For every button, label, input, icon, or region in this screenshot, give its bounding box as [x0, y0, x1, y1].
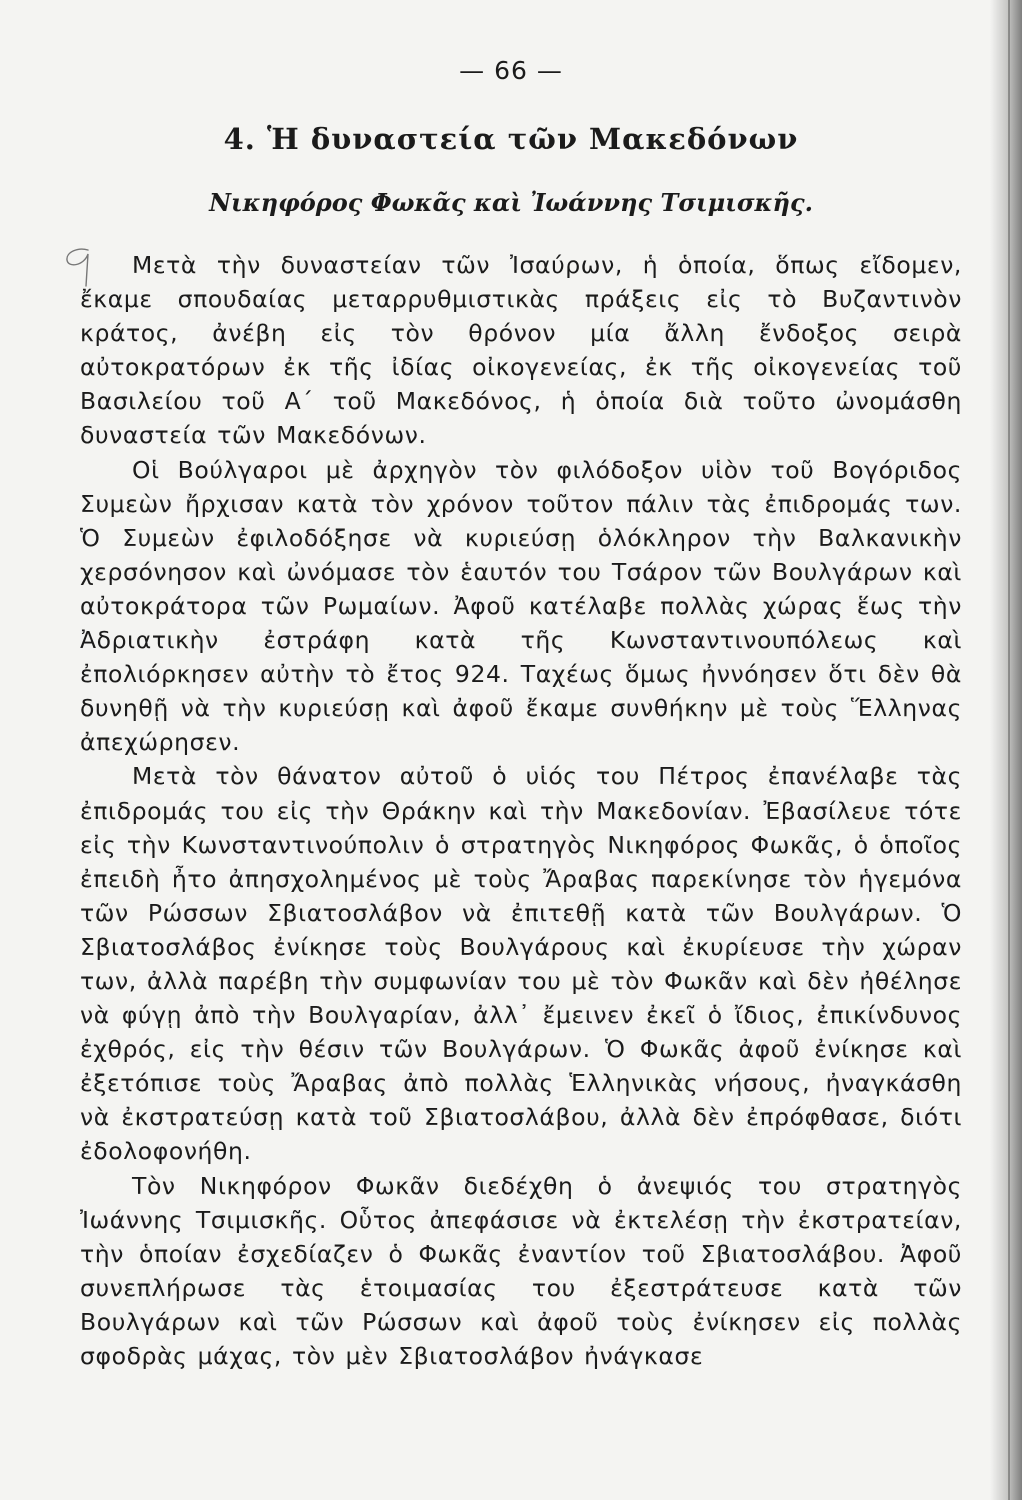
page-edge-shadow — [990, 0, 1022, 1500]
body-text — [80, 248, 962, 1373]
page-edge-line — [1008, 0, 1010, 1500]
section-subtitle: Νικηφόρος Φωκᾶς καὶ Ἰωάννης Τσιμισκῆς. — [209, 188, 813, 217]
paragraph: Τὸν Νικηφόρον Φωκᾶν διεδέχθη ὁ ἀνεψιός του στρατηγὸς Ἰωάννης Τσιμισκῆς. Οὗτος ἀπεφάσισε νὰ ἐκτελέσῃ τὴν ἐκστρατείαν, τὴν ὁποίαν ἐσχεδίαζεν ὁ Φωκᾶς ἐναντίον τοῦ Σβιατοσλάβου. Ἀφοῦ συνεπλήρωσε τὰς ἑτοιμασίας του ἐξεστράτευσε κατὰ τῶν Βουλγάρων καὶ τῶν Ρώσσων καὶ ἀφοῦ τοὺς ἐνίκησεν εἰς πολλὰς σφοδρὰς μάχας, τὸν μὲν Σβιατοσλάβον ἠνάγκασε — [80, 1171, 962, 1370]
page-number: — 66 — — [459, 56, 563, 85]
paragraph: Μετὰ τὸν θάνατον αὐτοῦ ὁ υἱός του Πέτρος ἐπανέλαβε τὰς ἐπιδρομάς του εἰς τὴν Θράκην καὶ τὴν Μακεδονίαν. Ἐβασίλευε τότε εἰς τὴν Κωνσταντινούπολιν ὁ στρατηγὸς Νικηφόρος Φωκᾶς, ὁ ὁποῖος ἐπειδὴ ἦτο ἀπησχολημένος μὲ τοὺς Ἄραβας παρεκίνησε τὸν ἡγεμόνα τῶν Ρώσσων Σβιατοσλάβον νὰ ἐπιτεθῇ κατὰ τῶν Βουλγάρων. Ὁ Σβιατοσλάβος ἐνίκησε τοὺς Βουλγάρους καὶ ἐκυρίευσε τὴν χώραν των, ἀλλὰ παρέβη τὴν συμφωνίαν του μὲ τὸν Φωκᾶν καὶ δὲν ἠθέλησε νὰ φύγῃ ἀπὸ τὴν Βουλγαρίαν, ἀλλ᾽ ἔμεινεν ἐκεῖ ὁ ἴδιος, ἐπικίνδυνος ἐχθρός, εἰς τὴν θέσιν τῶν Βουλγάρων. Ὁ Φωκᾶς ἀφοῦ ἐνίκησε καὶ ἐξετόπισε τοὺς Ἄραβας ἀπὸ πολλὰς Ἑλληνικὰς νήσους, ἠναγκάσθη νὰ ἐκστρατεύσῃ κατὰ τοῦ Σβιατοσλάβου, ἀλλὰ δὲν ἐπρόφθασε, διότι ἐδολοφονήθη. — [80, 762, 962, 1166]
paragraph: Οἱ Βούλγαροι μὲ ἀρχηγὸν τὸν φιλόδοξον υἱὸν τοῦ Βογόριδος Συμεὼν ἤρχισαν κατὰ τὸν χρόνον τοῦτον πάλιν τὰς ἐπιδρομάς των. Ὁ Συμεὼν ἐφιλοδόξησε νὰ κυριεύσῃ ὁλόκληρον τὴν Βαλκανικὴν χερσόνησον καὶ ὠνόμασε τὸν ἑαυτόν του Τσάρον τῶν Βουλγάρων καὶ αὐτοκράτορα τῶν Ρωμαίων. Ἀφοῦ κατέλαβε πολλὰς χώρας ἕως τὴν Ἀδριατικὴν ἐστράφη κατὰ τῆς Κωνσταντινουπόλεως καὶ ἐπολιόρκησεν αὐτὴν τὸ ἔτος 924. Ταχέως ὅμως ἠννόησεν ὅτι δὲν θὰ δυνηθῇ νὰ τὴν κυριεύσῃ καὶ ἀφοῦ ἔκαμε συνθήκην μὲ τοὺς Ἕλληνας ἀπεχώρησεν. — [80, 455, 962, 757]
chapter-heading: 4. Ἡ δυναστεία τῶν Μακεδόνων — [223, 122, 799, 156]
paragraph: Μετὰ τὴν δυναστείαν τῶν Ἰσαύρων, ἡ ὁποία, ὅπως εἴδομεν, ἔκαμε σπουδαίας μεταρρυθμιστικὰς πράξεις εἰς τὸ Βυζαντινὸν κράτος, ἀνέβη εἰς τὸν θρόνον μία ἄλλη ἔνδοξος σειρὰ αὐτοκρατόρων ἐκ τῆς ἰδίας οἰκογενείας, ἐκ τῆς οἰκογενείας τοῦ Βασιλείου τοῦ Α΄ τοῦ Μακεδόνος, ἡ ὁποία διὰ τοῦτο ὠνομάσθη δυναστεία τῶν Μακεδόνων. — [80, 251, 962, 450]
